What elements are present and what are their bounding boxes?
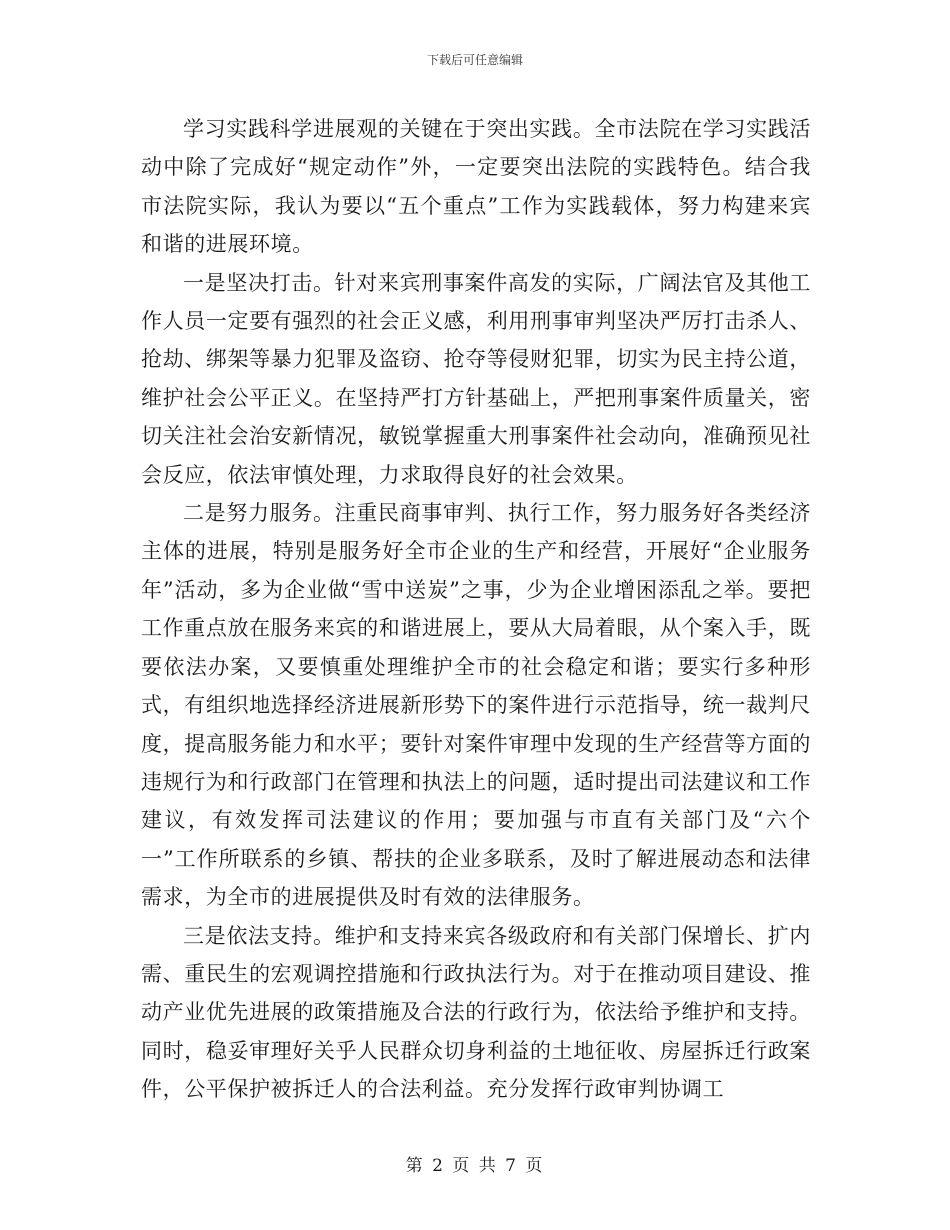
paragraph-service: 二是努力服务。注重民商事审判、执行工作，努力服务好各类经济主体的进展，特别是服务好全市企业的生产和经营，开展好“企业服务年”活动，多为企业做“雪中送炭”之事，少为企业增困添乱之举。要把工作重点放在服务来宾的和谐进展上，要从大局着眼，从个案入手，既要依法办案，又要慎重处理维护全市的社会稳定和谐；要实行多种形式，有组织地选择经济进展新形势下的案件进行示范指导，统一裁判尺度，提高服务能力和水平；要针对案件审理中发现的生产经营等方面的违规行为和行政部门在管理和执法上的问题，适时提出司法建议和工作建议，有效发挥司法建议的作用；要加强与市直有关部门及“六个一”工作所联系的乡镇、帮扶的企业多联系，及时了解进展动态和法律需求，为全市的进展提供及时有效的法律服务。 — [141, 501, 811, 910]
page-header: 下载后可任意编辑 — [426, 53, 523, 67]
paragraph-support: 三是依法支持。维护和支持来宾各级政府和有关部门保增长、扩内需、重民生的宏观调控措施和行政执法行为。对于在推动项目建设、推动产业优先进展的政策措施及合法的行政行为，依法给予维护和支持。同时，稳妥审理好关乎人民群众切身利益的土地征收、房屋拆迁行政案件，公平保护被拆迁人的合法利益。充分发挥行政审判协调工 — [141, 923, 811, 1102]
paragraph-crackdown: 一是坚决打击。针对来宾刑事案件高发的实际，广阔法官及其他工作人员一定要有强烈的社会正义感，利用刑事审判坚决严厉打击杀人、抢劫、绑架等暴力犯罪及盗窃、抢夺等侵财犯罪，切实为民主持公道，维护社会公平正义。在坚持严打方针基础上，严把刑事案件质量关，密切关注社会治安新情况，敏锐掌握重大刑事案件社会动向，准确预见社会反应，依法审慎处理，力求取得良好的社会效果。 — [141, 270, 811, 487]
document-body — [141, 110, 811, 1109]
paragraph-intro: 学习实践科学进展观的关键在于突出实践。全市法院在学习实践活动中除了完成好“规定动作”外，一定要突出法院的实践特色。结合我市法院实际，我认为要以“五个重点”工作为实践载体，努力构建来宾和谐的进展环境。 — [141, 117, 811, 257]
page-number: 第 2 页 共 7 页 — [405, 1156, 545, 1176]
